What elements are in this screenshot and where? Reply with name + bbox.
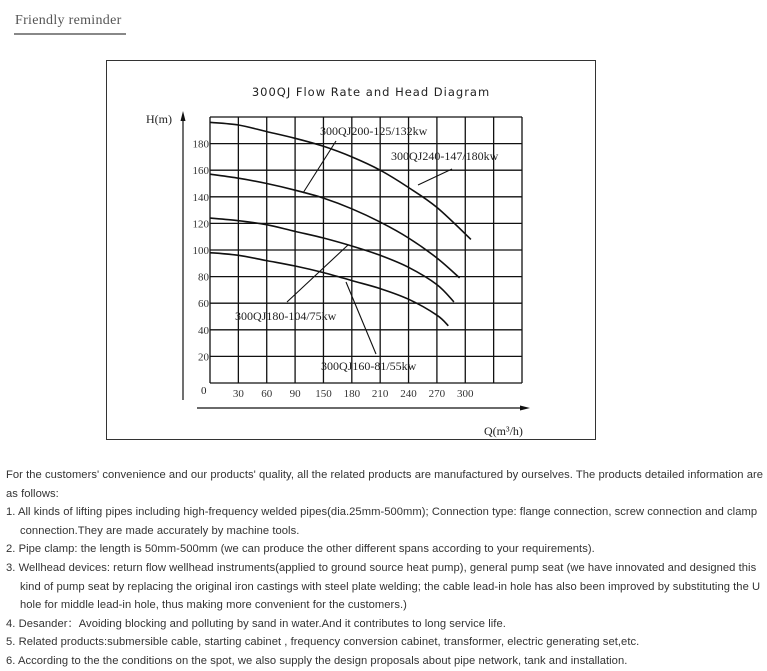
x-tick-label: 30 <box>232 388 244 400</box>
x-tick-labels <box>233 388 474 400</box>
info-item: 1. All kinds of lifting pipes including high-frequency welded pipes(dia.25mm-500mm); Connection type: flange connection, screw connection and clamp connection.They are made accurately by machine tools. <box>6 506 758 537</box>
curve-annotations <box>234 124 505 373</box>
y-tick-label: 120 <box>192 218 209 231</box>
info-item: 5. Related products:submersible cable, starting cabinet , frequency conversion cabinet, transformer, electric generating set,etc. <box>6 636 640 649</box>
info-item: 2. Pipe clamp: the length is 50mm-500mm (we can produce the other different spans according to your requirements). <box>6 543 595 556</box>
x-tick-label: 60 <box>261 388 273 400</box>
annotation-leader-line <box>418 169 452 185</box>
y-axis-arrow-icon <box>181 111 186 121</box>
annotation-leader-line <box>287 245 348 302</box>
x-tick-label: 150 <box>315 388 332 400</box>
info-item: 4. Desander：Avoiding blocking and polluting by sand in water.And it contributes to long service life. <box>6 617 506 630</box>
y-tick-label: 40 <box>198 324 209 337</box>
annotation-label: 300QJ200-125/132kw <box>320 124 428 138</box>
y-tick-label: 20 <box>198 351 209 364</box>
info-item: 6. According to the the conditions on the spot, we also supply the design proposals about pipe network, tank and installation. <box>6 654 628 667</box>
x-tick-label: 270 <box>428 388 446 400</box>
y-tick-label: 140 <box>192 191 209 204</box>
y-tick-label: 60 <box>198 298 209 311</box>
x-axis-arrow-icon <box>520 406 530 411</box>
x-axis-label: Q(m³/h) <box>484 424 523 438</box>
annotation-label: 300QJ180-104/75kw <box>235 309 337 323</box>
friendly-reminder-title: Friendly reminder <box>15 13 122 28</box>
annotation-leader-line <box>346 282 376 354</box>
y-tick-label: 180 <box>192 138 209 151</box>
x-tick-label: 240 <box>400 388 417 400</box>
x-tick-label: 180 <box>343 388 361 400</box>
info-intro: For the customers' convenience and our products' quality, all the related products are manufactured by ourselves. The products detailed information are as follows: <box>6 469 764 500</box>
info-item: 3. Wellhead devices: return flow wellhead instruments(applied to ground source heat pump), general pump seat (we have innovated and designed this kind of pump seat by replacing the original iron castings with steel plate welding; the cable lead-in hole has also been improved by substituting the U hole for middle lead-in hole, thus making more convenient for the customers.) <box>6 561 761 612</box>
x-tick-label: 210 <box>371 388 389 400</box>
x-origin-label: 0 <box>201 385 207 397</box>
series-line <box>210 174 460 278</box>
y-tick-label: 100 <box>192 245 209 257</box>
annotation-label: 300QJ160-81/55kw <box>321 359 417 373</box>
y-tick-label: 80 <box>198 271 209 284</box>
chart-title: 300QJ Flow Rate and Head Diagram <box>251 85 491 99</box>
product-info <box>6 466 764 671</box>
x-tick-label: 300 <box>457 388 474 400</box>
x-tick-label: 90 <box>289 388 301 400</box>
y-tick-label: 160 <box>192 165 209 178</box>
y-tick-labels <box>193 139 210 364</box>
annotation-label: 300QJ240-147/180kw <box>391 149 499 163</box>
y-axis-label: H(m) <box>146 112 172 126</box>
annotation-leader-line <box>303 141 336 193</box>
